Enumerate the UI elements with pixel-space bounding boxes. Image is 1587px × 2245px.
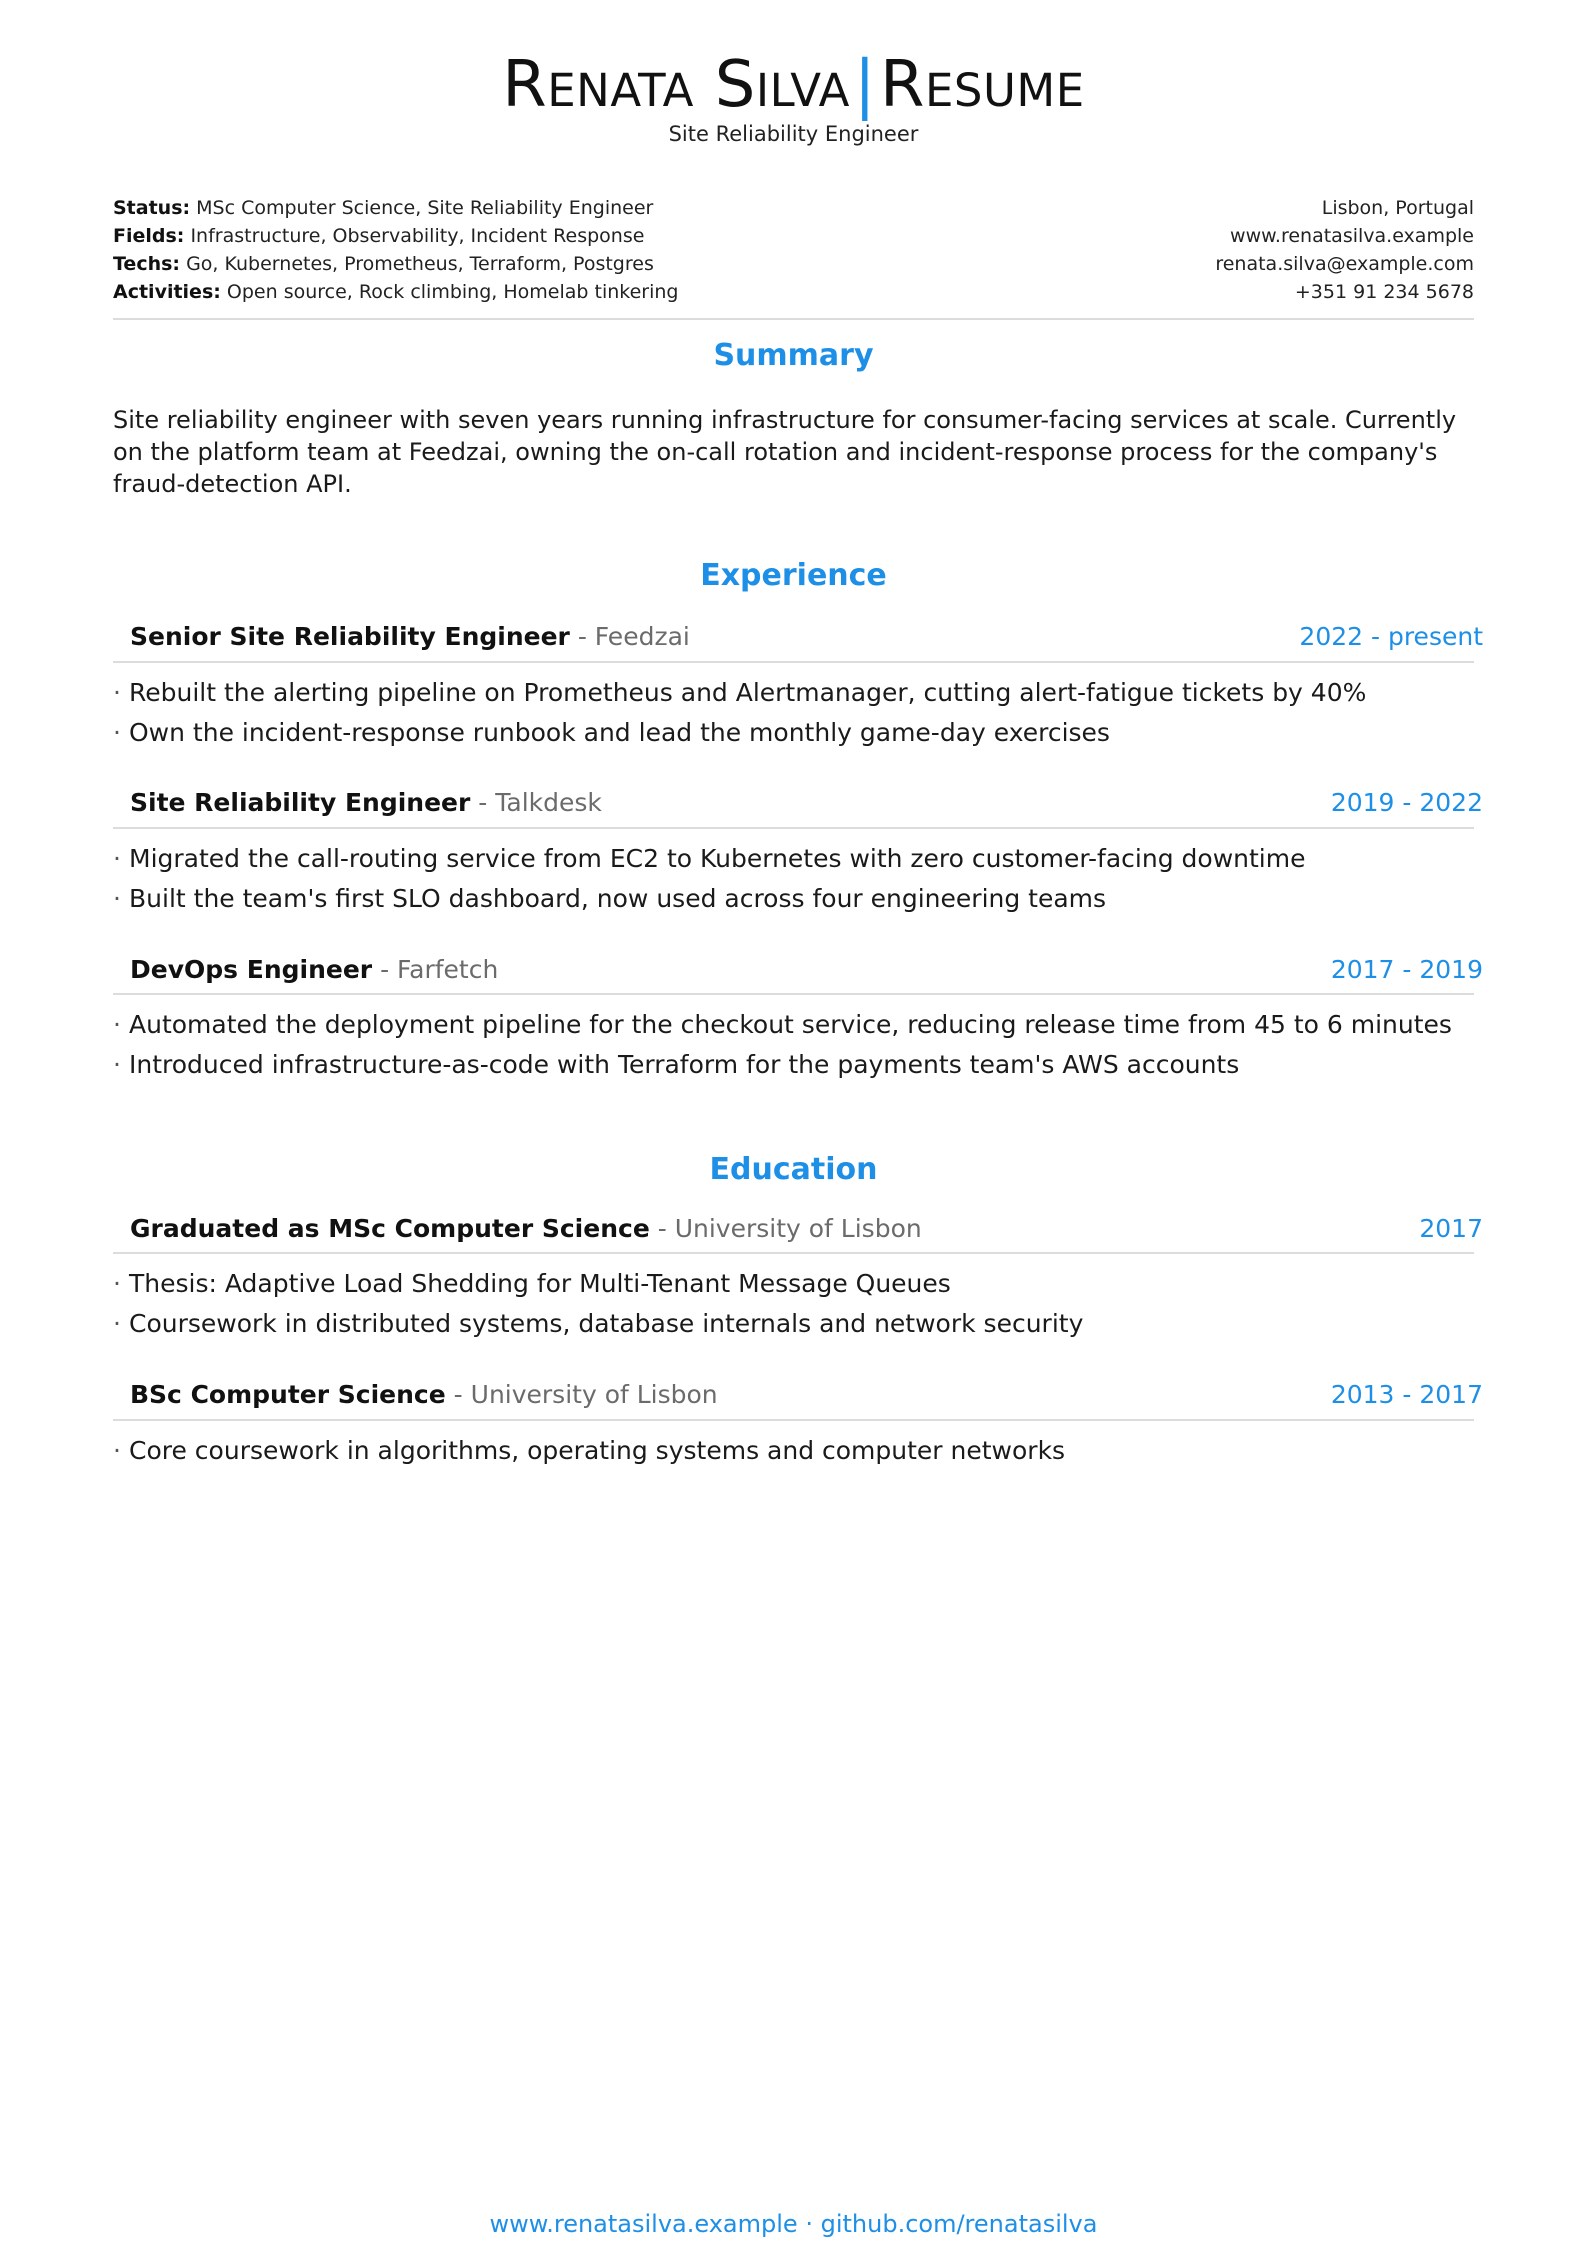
entry-bullets xyxy=(113,673,1493,753)
entry-dates: 2017 xyxy=(1419,1214,1483,1243)
entry-bullets xyxy=(113,1431,1493,1471)
experience-entry-header xyxy=(130,620,1483,654)
header-divider xyxy=(113,318,1474,320)
entry-separator: - xyxy=(569,622,595,651)
techs-line xyxy=(113,250,678,278)
entry-divider xyxy=(113,661,1474,663)
bullet-glyph: · xyxy=(113,1010,121,1039)
fields-value: Infrastructure, Observability, Incident Response xyxy=(190,225,645,247)
footer-separator: · xyxy=(805,2210,813,2238)
education-entry-header xyxy=(130,1378,1483,1412)
entry-separator: - xyxy=(372,955,398,984)
bullet-text: Built the team's first SLO dashboard, now used across four engineering teams xyxy=(129,884,1107,913)
entry-organization: University of Lisbon xyxy=(470,1380,718,1409)
entry-organization: Feedzai xyxy=(594,622,690,651)
entry-divider xyxy=(113,1419,1474,1421)
bullet-text: Rebuilt the alerting pipeline on Prometheus and Alertmanager, cutting alert-fatigue tickets by 40% xyxy=(129,678,1367,707)
title-divider: | xyxy=(853,48,877,122)
entry-organization: University of Lisbon xyxy=(674,1214,922,1243)
list-item xyxy=(113,879,1493,919)
entry-role: Graduated as MSc Computer Science xyxy=(130,1214,650,1243)
entry-bullets xyxy=(113,1264,1493,1344)
bullet-text: Core coursework in algorithms, operating systems and computer networks xyxy=(129,1436,1066,1465)
list-item xyxy=(113,1431,1493,1471)
status-label: Status: xyxy=(113,197,191,219)
bullet-glyph: · xyxy=(113,718,121,747)
bullet-glyph: · xyxy=(113,844,121,873)
list-item xyxy=(113,673,1493,713)
list-item xyxy=(113,713,1493,753)
entry-role: Senior Site Reliability Engineer xyxy=(130,622,570,651)
footer-links xyxy=(0,2210,1587,2238)
name-first: Renata Silva xyxy=(502,48,850,122)
email-link[interactable]: renata.silva@example.com xyxy=(1215,253,1474,275)
activities-line xyxy=(113,278,678,306)
bullet-glyph: · xyxy=(113,1050,121,1079)
fields-line xyxy=(113,222,678,250)
list-item xyxy=(113,1045,1493,1085)
fields-label: Fields: xyxy=(113,225,185,247)
contact-details xyxy=(1215,194,1474,306)
experience-entry-header xyxy=(130,786,1483,820)
list-item xyxy=(113,839,1493,879)
resume-title xyxy=(0,40,1587,130)
entry-dates: 2019 - 2022 xyxy=(1330,788,1483,817)
entry-role: BSc Computer Science xyxy=(130,1380,446,1409)
list-item xyxy=(113,1264,1493,1304)
status-line xyxy=(113,194,678,222)
bullet-glyph: · xyxy=(113,1269,121,1298)
bullet-text: Thesis: Adaptive Load Shedding for Multi-Tenant Message Queues xyxy=(129,1269,951,1298)
entry-organization: Talkdesk xyxy=(495,788,602,817)
education-heading: Education xyxy=(709,1152,878,1187)
status-value: MSc Computer Science, Site Reliability Engineer xyxy=(196,197,654,219)
bullet-text: Own the incident-response runbook and lead the monthly game-day exercises xyxy=(129,718,1110,747)
entry-bullets xyxy=(113,1005,1493,1085)
experience-heading: Experience xyxy=(700,558,887,593)
phone-number: +351 91 234 5678 xyxy=(1294,281,1474,303)
activities-value: Open source, Rock climbing, Homelab tinkering xyxy=(226,281,679,303)
bullet-text: Introduced infrastructure-as-code with Terraform for the payments team's AWS accounts xyxy=(129,1050,1240,1079)
entry-dates: 2022 - present xyxy=(1299,622,1483,651)
experience-entry-header xyxy=(130,953,1483,987)
footer-website-link[interactable]: www.renatasilva.example xyxy=(489,2210,798,2238)
bullet-text: Migrated the call-routing service from EC2 to Kubernetes with zero customer-facing downtime xyxy=(129,844,1306,873)
bullet-glyph: · xyxy=(113,678,121,707)
bullet-glyph: · xyxy=(113,1436,121,1465)
entry-separator: - xyxy=(470,788,496,817)
entry-role: Site Reliability Engineer xyxy=(130,788,471,817)
entry-dates: 2013 - 2017 xyxy=(1330,1380,1483,1409)
entry-bullets xyxy=(113,839,1493,919)
website-link[interactable]: www.renatasilva.example xyxy=(1230,225,1474,247)
techs-value: Go, Kubernetes, Prometheus, Terraform, Postgres xyxy=(186,253,654,275)
profile-details xyxy=(113,194,678,306)
summary-text: Site reliability engineer with seven years running infrastructure for consumer-facing services at scale. Currently on the platform team at Feedzai, owning the on-call rotation and incident-response process for the company's fraud-detection API. xyxy=(113,406,1457,498)
bullet-glyph: · xyxy=(113,884,121,913)
entry-divider xyxy=(113,993,1474,995)
activities-label: Activities: xyxy=(113,281,221,303)
bullet-glyph: · xyxy=(113,1309,121,1338)
list-item xyxy=(113,1304,1493,1344)
entry-separator: - xyxy=(649,1214,675,1243)
education-entry-header xyxy=(130,1212,1483,1246)
summary-heading: Summary xyxy=(713,338,874,373)
techs-label: Techs: xyxy=(113,253,181,275)
footer-github-link[interactable]: github.com/renatasilva xyxy=(820,2210,1098,2238)
job-title: Site Reliability Engineer xyxy=(668,122,919,146)
list-item xyxy=(113,1005,1493,1045)
bullet-text: Automated the deployment pipeline for the checkout service, reducing release time from 45 to 6 minutes xyxy=(129,1010,1452,1039)
entry-divider xyxy=(113,1252,1474,1254)
name-second: Resume xyxy=(880,48,1085,122)
entry-divider xyxy=(113,827,1474,829)
entry-organization: Farfetch xyxy=(397,955,499,984)
location: Lisbon, Portugal xyxy=(1321,197,1474,219)
entry-dates: 2017 - 2019 xyxy=(1330,955,1483,984)
bullet-text: Coursework in distributed systems, database internals and network security xyxy=(129,1309,1084,1338)
entry-role: DevOps Engineer xyxy=(130,955,373,984)
entry-separator: - xyxy=(445,1380,471,1409)
